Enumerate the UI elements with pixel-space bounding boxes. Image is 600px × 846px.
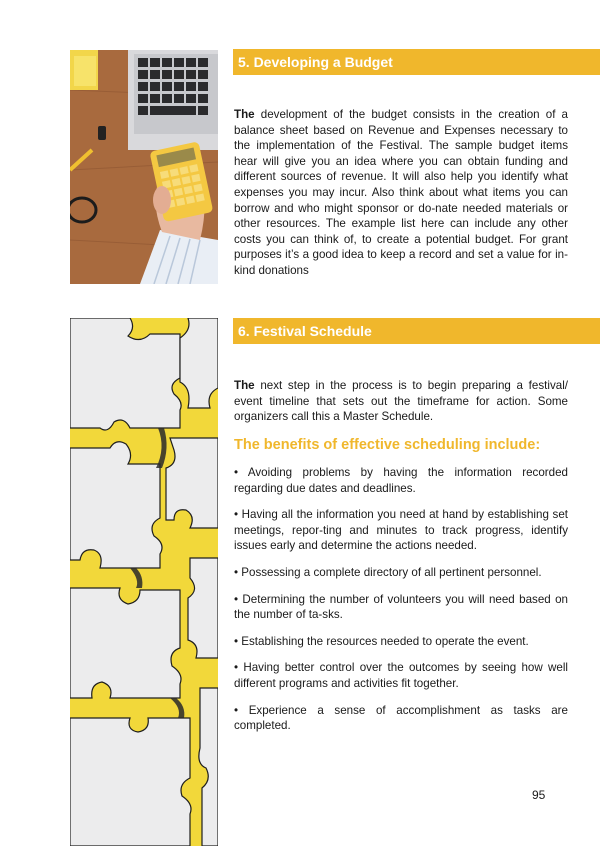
section-heading-budget: 5. Developing a Budget [233, 49, 600, 75]
budget-photo [70, 50, 218, 284]
benefits-heading: The benefits of effective scheduling include: [234, 437, 541, 453]
benefit-item: • Determining the number of volunteers you will need based on the number of ta-sks. [234, 592, 568, 622]
benefit-item: • Establishing the resources needed to operate the event. [234, 634, 529, 648]
budget-text: development of the budget consists in the creation of a balance sheet based on Revenue and Expenses necessary to the implementation of the Festival. The sample budget items hear will give you an idea where you can obtain funding and different sources of revenue. It will also help you identify what expenses you may incur. Also think about what items you can borrow and who might sponsor or do-nate needed materials or other resources. The example list here can include any other costs you can think of, to create a potential budget. For grant purposes it’s a good idea to keep a record and set a value for in-kind donations [234, 108, 568, 277]
benefit-item: • Possessing a complete directory of all pertinent personnel. [234, 565, 542, 579]
section-heading-schedule: 6. Festival Schedule [233, 318, 600, 344]
benefits-list [234, 465, 568, 745]
puzzle-photo [70, 318, 218, 846]
schedule-text: next step in the process is to begin preparing a festival/ event timeline that sets out the timeframe for action. Some organizers call this a Master Schedule. [234, 379, 568, 424]
budget-paragraph [234, 107, 568, 279]
budget-lead: The [234, 108, 255, 121]
page-number: 95 [532, 788, 546, 802]
benefit-item: • Having all the information you need at hand by establishing set meetings, repor-ting and minutes to track progress, identify issues early and determine the actions needed. [234, 508, 568, 553]
schedule-paragraph [234, 378, 568, 425]
benefit-item: • Experience a sense of accomplishment as tasks are completed. [234, 703, 568, 733]
benefit-item: • Having better control over the outcomes by seeing how well different programs and activities fit together. [234, 661, 568, 690]
schedule-lead: The [234, 379, 255, 392]
benefit-item: • Avoiding problems by having the information recorded regarding due dates and deadlines. [234, 466, 568, 495]
